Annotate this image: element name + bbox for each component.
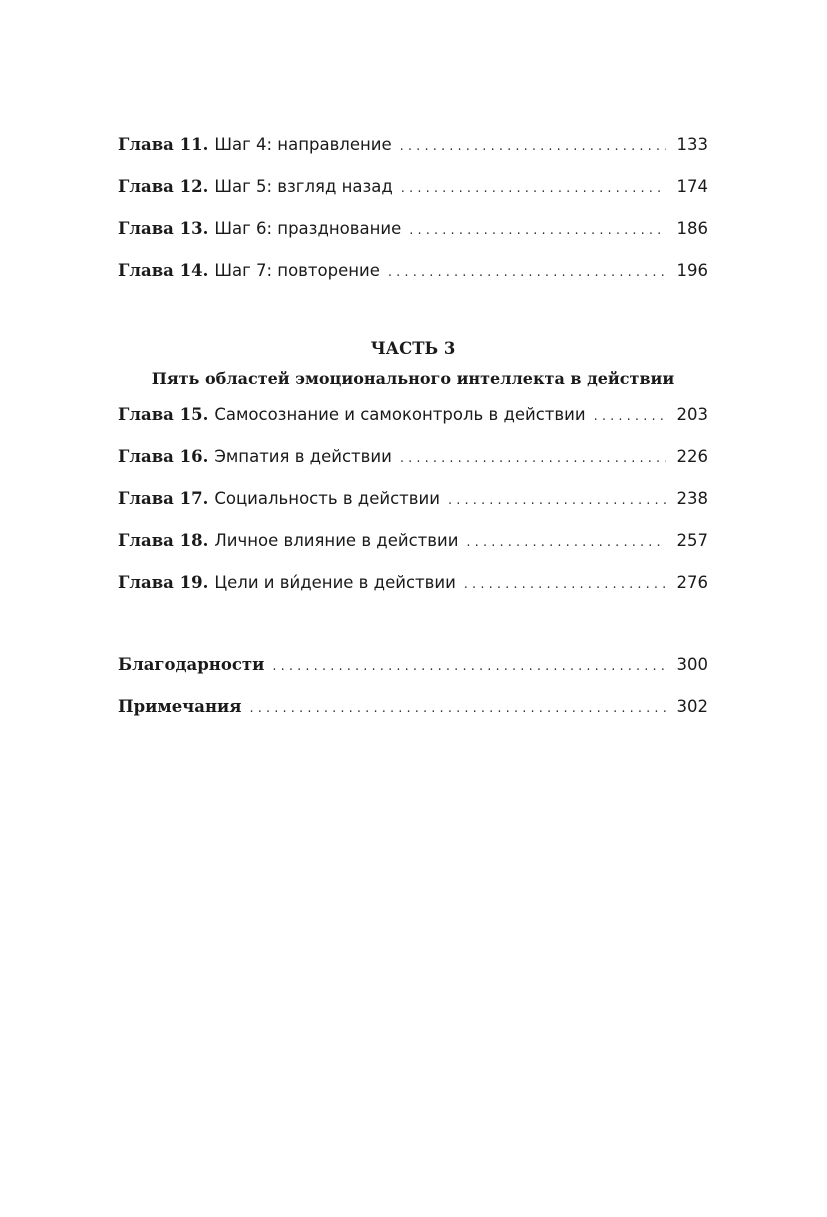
toc-row-chapter-12[interactable] [118, 170, 708, 212]
page-number: 226 [676, 447, 708, 466]
part-heading: ЧАСТЬ 3 [370, 339, 456, 358]
part-subtitle: Пять областей эмоционального интеллекта в действии [151, 369, 675, 388]
chapter-title: Социальность в действии [214, 489, 440, 508]
toc-row-chapter-14[interactable] [118, 254, 708, 296]
dot-leader [448, 484, 666, 518]
toc-row-chapter-18[interactable] [118, 524, 708, 566]
page-number: 133 [676, 135, 708, 154]
chapter-title: Эмпатия в действии [214, 447, 392, 466]
dot-leader [464, 568, 666, 602]
dot-leader [272, 650, 666, 684]
section-spacer [118, 608, 708, 648]
chapter-title: Шаг 5: взгляд назад [214, 177, 393, 196]
chapter-title: Личное влияние в действии [214, 531, 459, 550]
dot-leader [594, 400, 666, 434]
dot-leader [249, 692, 666, 726]
dot-leader [388, 256, 666, 290]
toc-row-chapter-11[interactable] [118, 128, 708, 170]
dot-leader [401, 172, 666, 206]
toc-row-chapter-17[interactable] [118, 482, 708, 524]
page-number: 276 [676, 573, 708, 592]
chapter-label: Глава 15. [118, 405, 209, 424]
toc-row-acknowledgements[interactable] [118, 648, 708, 690]
chapter-label: Глава 18. [118, 531, 209, 550]
chapter-title: Шаг 6: празднование [214, 219, 402, 238]
page-number: 196 [676, 261, 708, 280]
dot-leader [400, 130, 666, 164]
toc-row-chapter-15[interactable] [118, 398, 708, 440]
chapter-label: Глава 11. [118, 135, 209, 154]
toc-row-chapter-16[interactable] [118, 440, 708, 482]
chapter-title: Цели и ви́дение в действии [214, 573, 456, 592]
page-number: 174 [676, 177, 708, 196]
chapter-title: Самосознание и самоконтроль в действии [214, 405, 586, 424]
chapter-label: Глава 14. [118, 261, 209, 280]
part-3-header [118, 334, 708, 394]
page-number: 203 [676, 405, 708, 424]
page-number: 238 [676, 489, 708, 508]
dot-leader [409, 214, 666, 248]
page-number: 300 [676, 655, 708, 674]
chapter-title: Шаг 4: направление [214, 135, 392, 154]
back-matter-title: Благодарности [118, 655, 265, 674]
page-number: 186 [676, 219, 708, 238]
chapter-label: Глава 17. [118, 489, 209, 508]
chapter-label: Глава 16. [118, 447, 209, 466]
dot-leader [466, 526, 666, 560]
chapter-label: Глава 12. [118, 177, 209, 196]
chapter-title: Шаг 7: повторение [214, 261, 380, 280]
toc-row-notes[interactable] [118, 690, 708, 732]
toc-row-chapter-13[interactable] [118, 212, 708, 254]
chapter-label: Глава 19. [118, 573, 209, 592]
toc-row-chapter-19[interactable] [118, 566, 708, 608]
chapter-label: Глава 13. [118, 219, 209, 238]
page-number: 302 [676, 697, 708, 716]
table-of-contents [118, 128, 708, 732]
dot-leader [400, 442, 666, 476]
back-matter-title: Примечания [118, 697, 242, 716]
page-number: 257 [676, 531, 708, 550]
